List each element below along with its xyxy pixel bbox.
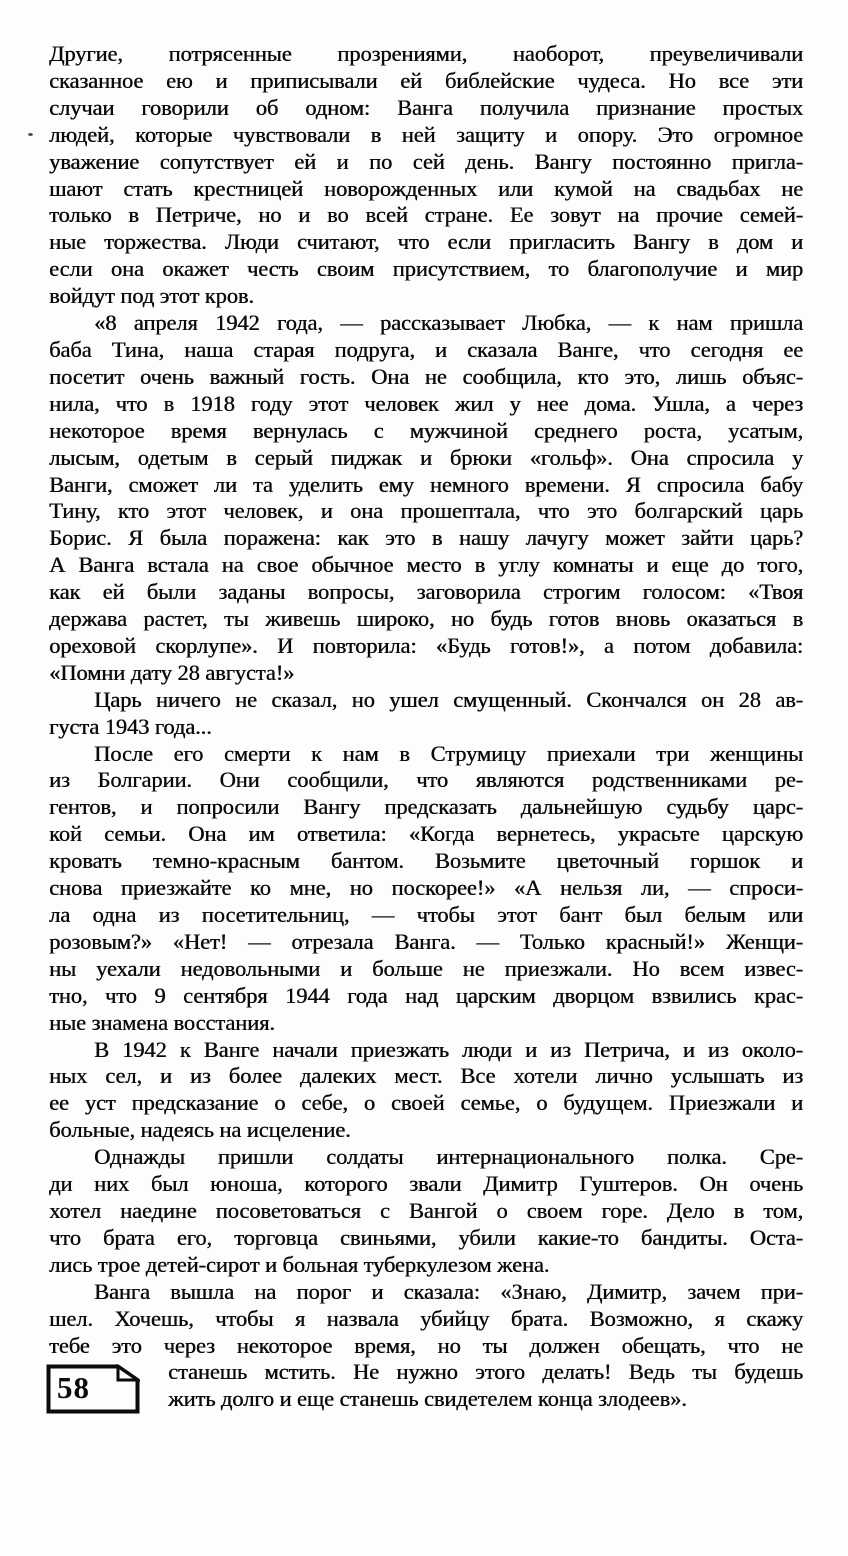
page-number: 58 bbox=[57, 1370, 90, 1405]
text-line: ные знамена восстания. bbox=[49, 1009, 275, 1035]
text-line: «Помни дату 28 августа!» bbox=[49, 659, 295, 685]
text-line: нила, что в 1918 году этот человек жил у нее дома. Ушла, а через bbox=[49, 390, 803, 416]
text-line: ных сел, и из более далеких мест. Все хотели лично услышать из bbox=[49, 1063, 803, 1089]
text-line: шают стать крестницей новорожденных или кумой на свадьбах не bbox=[49, 175, 803, 201]
text-line: только в Петриче, но и во всей стране. Ее зовут на прочие семей- bbox=[49, 202, 803, 228]
text-line: посетит очень важный гость. Она не сообщила, кто это, лишь объяс- bbox=[49, 363, 803, 389]
text-line: случаи говорили об одном: Ванга получила признание простых bbox=[49, 94, 803, 120]
text-line: ди них был юноша, которого звали Димитр Гуштеров. Он очень bbox=[49, 1171, 803, 1197]
text-line: кой семьи. Она им ответила: «Когда вернетесь, украсьте царскую bbox=[49, 821, 803, 847]
text-line: ее уст предсказание о себе, о своей семье, о будущем. Приезжали и bbox=[49, 1090, 803, 1116]
page-text bbox=[49, 41, 803, 1413]
text-line: шел. Хочешь, чтобы я назвала убийцу брата. Возможно, я скажу bbox=[49, 1305, 803, 1331]
text-line: снова приезжайте ко мне, но поскорее!» «А нельзя ли, — спроси- bbox=[49, 875, 803, 901]
text-line: войдут под этот кров. bbox=[49, 283, 254, 309]
text-line: «8 апреля 1942 года, — рассказывает Любка, — к нам пришла bbox=[94, 310, 803, 336]
text-line: А Ванга встала на свое обычное место в углу комнаты и еще до того, bbox=[49, 552, 803, 578]
text-line: Ванги, сможет ли та уделить ему немного времени. Я спросила бабу bbox=[49, 471, 803, 497]
text-line: кровать темно-красным бантом. Возьмите цветочный горшок и bbox=[49, 848, 803, 874]
text-line: сказанное ею и приписывали ей библейские чудеса. Но все эти bbox=[49, 67, 803, 93]
text-line: Однажды пришли солдаты интернационального полка. Сре- bbox=[94, 1144, 803, 1170]
text-line: Другие, потрясенные прозрениями, наоборот, преувеличивали bbox=[49, 41, 803, 66]
text-line: Тину, кто этот человек, и она прошептала, что это болгарский царь bbox=[49, 498, 803, 524]
text-line: некоторое время вернулась с мужчиной среднего роста, усатым, bbox=[49, 417, 803, 443]
text-line: Ванга вышла на порог и сказала: «Знаю, Димитр, зачем при- bbox=[94, 1278, 803, 1304]
scan-speck bbox=[28, 133, 33, 136]
text-line: держава растет, ты живешь широко, но будь готов вновь оказаться в bbox=[49, 606, 803, 632]
text-line: густа 1943 года... bbox=[49, 713, 212, 739]
text-line: что брата его, торговца свиньями, убили какие-то бандиты. Оста- bbox=[49, 1224, 803, 1250]
text-line: розовым?» «Нет! — отрезала Ванга. — Только красный!» Женщи- bbox=[49, 928, 803, 954]
text-line: если она окажет честь своим присутствием, то благополучие и мир bbox=[49, 256, 803, 282]
text-line: тебе это через некоторое время, но ты должен обещать, что не bbox=[49, 1332, 803, 1358]
text-line: хотел наедине посоветоваться с Вангой о своем горе. Дело в том, bbox=[49, 1197, 803, 1223]
text-line: уважение сопутствует ей и по сей день. Вангу постоянно пригла- bbox=[49, 148, 803, 174]
text-line: людей, которые чувствовали в ней защиту и опору. Это огромное bbox=[49, 121, 803, 147]
page-number-badge bbox=[46, 1364, 140, 1414]
text-line: ные торжества. Люди считают, что если пригласить Вангу в дом и bbox=[49, 229, 803, 255]
text-line: жить долго и еще станешь свидетелем конца злодеев». bbox=[168, 1386, 687, 1412]
text-line: ны уехали недовольными и больше не приезжали. Но всем извес- bbox=[49, 955, 803, 981]
text-line: из Болгарии. Они сообщили, что являются родственниками ре- bbox=[49, 767, 803, 793]
text-line: лысым, одетым в серый пиджак и брюки «гольф». Она спросила у bbox=[49, 444, 803, 470]
text-line: как ей были заданы вопросы, заговорила строгим голосом: «Твоя bbox=[49, 579, 803, 605]
text-line: лись трое детей-сирот и больная туберкулезом жена. bbox=[49, 1251, 550, 1277]
text-line: В 1942 к Ванге начали приезжать люди и из Петрича, и из около- bbox=[94, 1036, 803, 1062]
text-line: После его смерти к нам в Струмицу приехали три женщины bbox=[94, 740, 803, 766]
text-line: больные, надеясь на исцеление. bbox=[49, 1117, 351, 1143]
text-line: Борис. Я была поражена: как это в нашу лачугу может зайти царь? bbox=[49, 525, 803, 551]
text-line: станешь мстить. Не нужно этого делать! Ведь ты будешь bbox=[168, 1359, 803, 1385]
text-line: гентов, и попросили Вангу предсказать дальнейшую судьбу царс- bbox=[49, 794, 803, 820]
text-line: ореховой скорлупе». И повторила: «Будь готов!», а потом добавила: bbox=[49, 632, 803, 658]
text-line: ла одна из посетительниц, — чтобы этот бант был белым или bbox=[49, 902, 803, 927]
text-line: Царь ничего не сказал, но ушел смущенный. Скончался он 28 ав- bbox=[94, 686, 803, 712]
text-line: баба Тина, наша старая подруга, и сказала Ванге, что сегодня ее bbox=[49, 336, 803, 362]
text-line: тно, что 9 сентября 1944 года над царским дворцом взвились крас- bbox=[49, 982, 803, 1008]
